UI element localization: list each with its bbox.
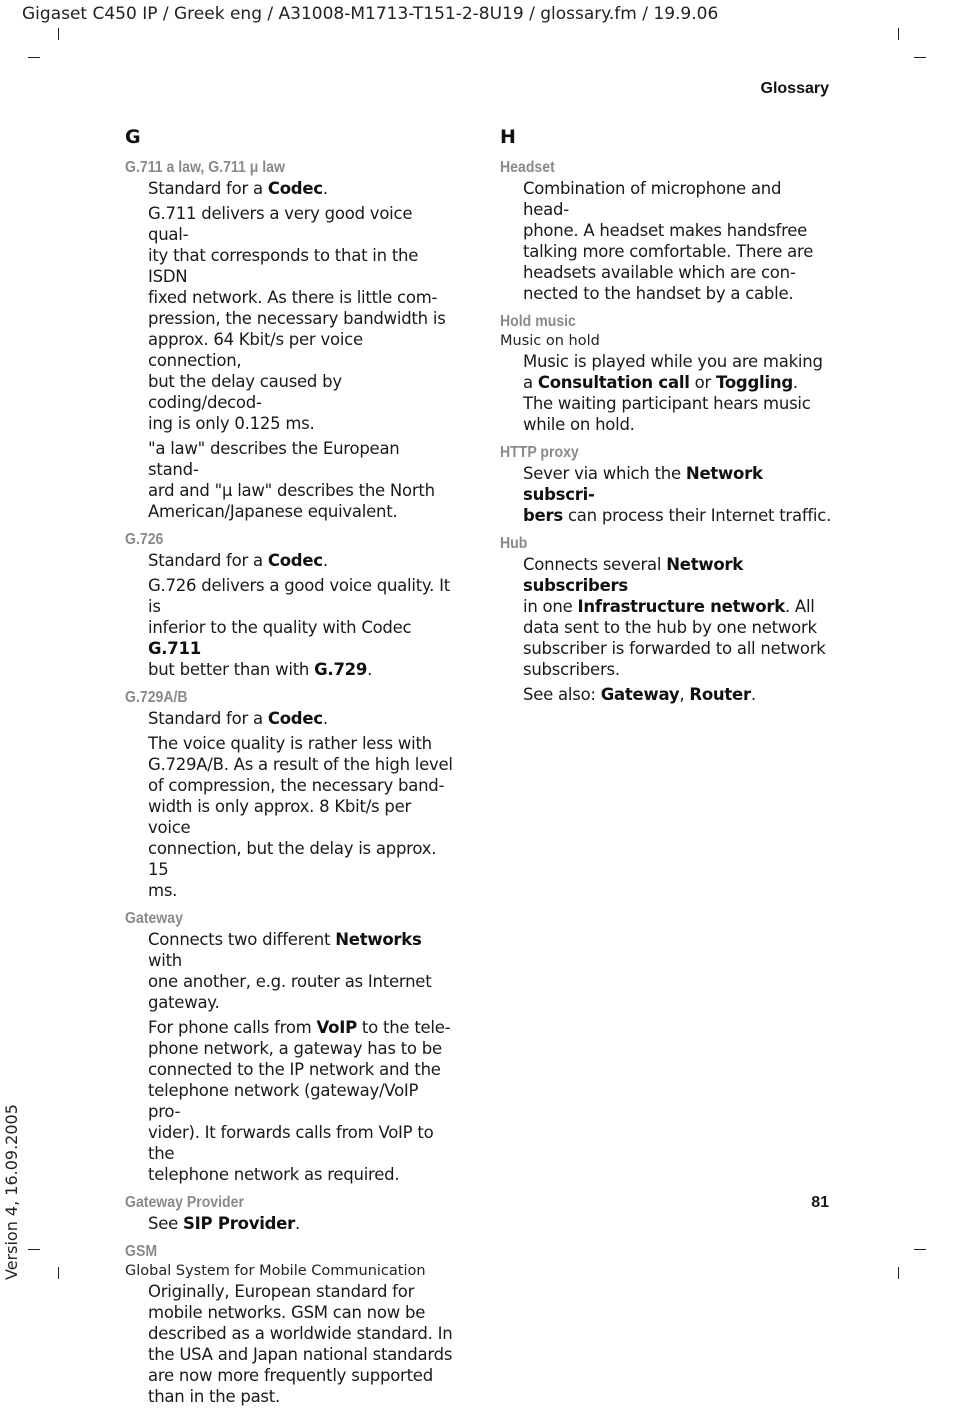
glossary-term: Gateway	[125, 910, 183, 927]
definition-paragraph: Sever via which the Network subscri- bers can process their Internet traffic.	[523, 464, 832, 525]
glossary-entry	[500, 443, 832, 526]
cross-reference: Network subscri- bers	[523, 464, 763, 525]
version-note: Version 4, 16.09.2005	[2, 1104, 21, 1280]
cross-reference: Network subscribers	[523, 555, 744, 595]
glossary-term: HTTP proxy	[500, 444, 579, 461]
glossary-definition	[523, 463, 832, 526]
definition-paragraph: Standard for a Codec.	[148, 179, 328, 198]
glossary-entry	[125, 530, 455, 680]
glossary-term: Headset	[500, 159, 555, 176]
glossary-definition	[148, 550, 455, 680]
definition-paragraph: The voice quality is rather less with G.729A/B. As a result of the high level of compression, the necessary band- width is only approx. 8 Kbit/s per voice connection, but the delay is approx. 15 ms.	[148, 734, 453, 900]
definition-paragraph: Connects two different Networks with one another, e.g. router as Internet gateway.	[148, 930, 432, 1012]
glossary-subterm: Global System for Mobile Communication	[125, 1263, 426, 1279]
definition-paragraph: G.711 delivers a very good voice qual- ity that corresponds to that in the ISDN fixed network. As there is little com- pression, the necessary bandwidth is approx. 64 Kbit/s per voice connection, but the delay caused by coding/decod- ing is only 0.125 ms.	[148, 204, 446, 433]
cross-reference: G.729	[314, 660, 368, 679]
cross-reference: Router	[689, 685, 751, 704]
crop-mark	[28, 57, 40, 58]
glossary-entry	[500, 312, 832, 435]
cross-reference: Consultation call	[537, 373, 690, 392]
glossary-definition	[523, 351, 832, 435]
cross-reference: Gateway	[600, 685, 680, 704]
glossary-entry	[125, 1242, 455, 1407]
crop-mark	[914, 57, 926, 58]
glossary-definition	[148, 178, 455, 522]
glossary-term: G.729A/B	[125, 689, 188, 706]
definition-paragraph: See SIP Provider.	[148, 1214, 301, 1233]
glossary-entry	[500, 534, 832, 705]
glossary-definition	[523, 554, 832, 705]
page-number: 81	[811, 1194, 829, 1211]
crop-mark	[58, 28, 59, 40]
cross-reference: Toggling	[716, 373, 793, 392]
glossary-term: G.711 a law, G.711 μ law	[125, 159, 285, 176]
glossary-definition	[148, 708, 455, 901]
definition-paragraph: Combination of microphone and head- phone. A headset makes handsfree talking more comfortable. There are headsets available which are con- nected to the handset by a cable.	[523, 179, 814, 303]
glossary-entry	[125, 158, 455, 522]
glossary-entry	[125, 909, 455, 1185]
glossary-subterm: Music on hold	[500, 333, 600, 349]
section-title: Glossary	[760, 80, 829, 97]
cross-reference: SIP Provider	[183, 1214, 296, 1233]
crop-mark	[914, 1249, 926, 1250]
glossary-column-g	[125, 124, 455, 1415]
definition-paragraph: For phone calls from VoIP to the tele- phone network, a gateway has to be connected to the IP network and the telephone network (gateway/VoIP pro- vider). It forwards calls from VoIP to the telephone network as required.	[148, 1018, 451, 1184]
definition-paragraph: See also: Gateway, Router.	[523, 685, 756, 704]
document-header: Gigaset C450 IP / Greek eng / A31008-M1713-T151-2-8U19 / glossary.fm / 19.9.06	[22, 4, 719, 24]
glossary-entries	[500, 158, 832, 705]
definition-paragraph: "a law" describes the European stand- ard and "μ law" describes the North American/Japanese equivalent.	[148, 439, 435, 521]
glossary-definition	[148, 1213, 455, 1234]
glossary-term: Hub	[500, 535, 528, 552]
crop-mark	[898, 28, 899, 40]
definition-paragraph: Standard for a Codec.	[148, 551, 328, 570]
glossary-definition	[523, 178, 832, 304]
cross-reference: Codec	[267, 709, 323, 728]
glossary-definition	[148, 1281, 455, 1407]
crop-mark	[898, 1267, 899, 1279]
definition-paragraph: Standard for a Codec.	[148, 709, 328, 728]
glossary-entry	[500, 158, 832, 304]
glossary-term: G.726	[125, 531, 164, 548]
definition-paragraph: Connects several Network subscribers in one Infrastructure network. All data sent to the hub by one network subscriber is forwarded to all network subscribers.	[523, 555, 826, 679]
cross-reference: G.711	[148, 639, 202, 658]
cross-reference: Codec	[267, 179, 323, 198]
glossary-term: Hold music	[500, 313, 576, 330]
glossary-term: Gateway Provider	[125, 1194, 244, 1211]
cross-reference: Networks	[335, 930, 422, 949]
glossary-definition	[148, 929, 455, 1185]
glossary-column-h	[500, 124, 832, 713]
glossary-entry	[125, 1193, 455, 1234]
cross-reference: Codec	[267, 551, 323, 570]
crop-mark	[28, 1249, 40, 1250]
glossary-entries	[125, 158, 455, 1407]
letter-heading: G	[125, 126, 141, 148]
cross-reference: Infrastructure network	[577, 597, 785, 616]
crop-mark	[58, 1267, 59, 1279]
glossary-entry	[125, 688, 455, 901]
cross-reference: VoIP	[316, 1018, 357, 1037]
definition-paragraph: G.726 delivers a good voice quality. It is inferior to the quality with Codec G.711 but better than with G.729.	[148, 576, 450, 679]
letter-heading: H	[500, 126, 516, 148]
definition-paragraph: Music is played while you are making a Consultation call or Toggling. The waiting participant hears music while on hold.	[523, 352, 823, 434]
definition-paragraph: Originally, European standard for mobile networks. GSM can now be described as a worldwide standard. In the USA and Japan national standards are now more frequently supported than in the past.	[148, 1282, 453, 1406]
glossary-term: GSM	[125, 1243, 158, 1260]
